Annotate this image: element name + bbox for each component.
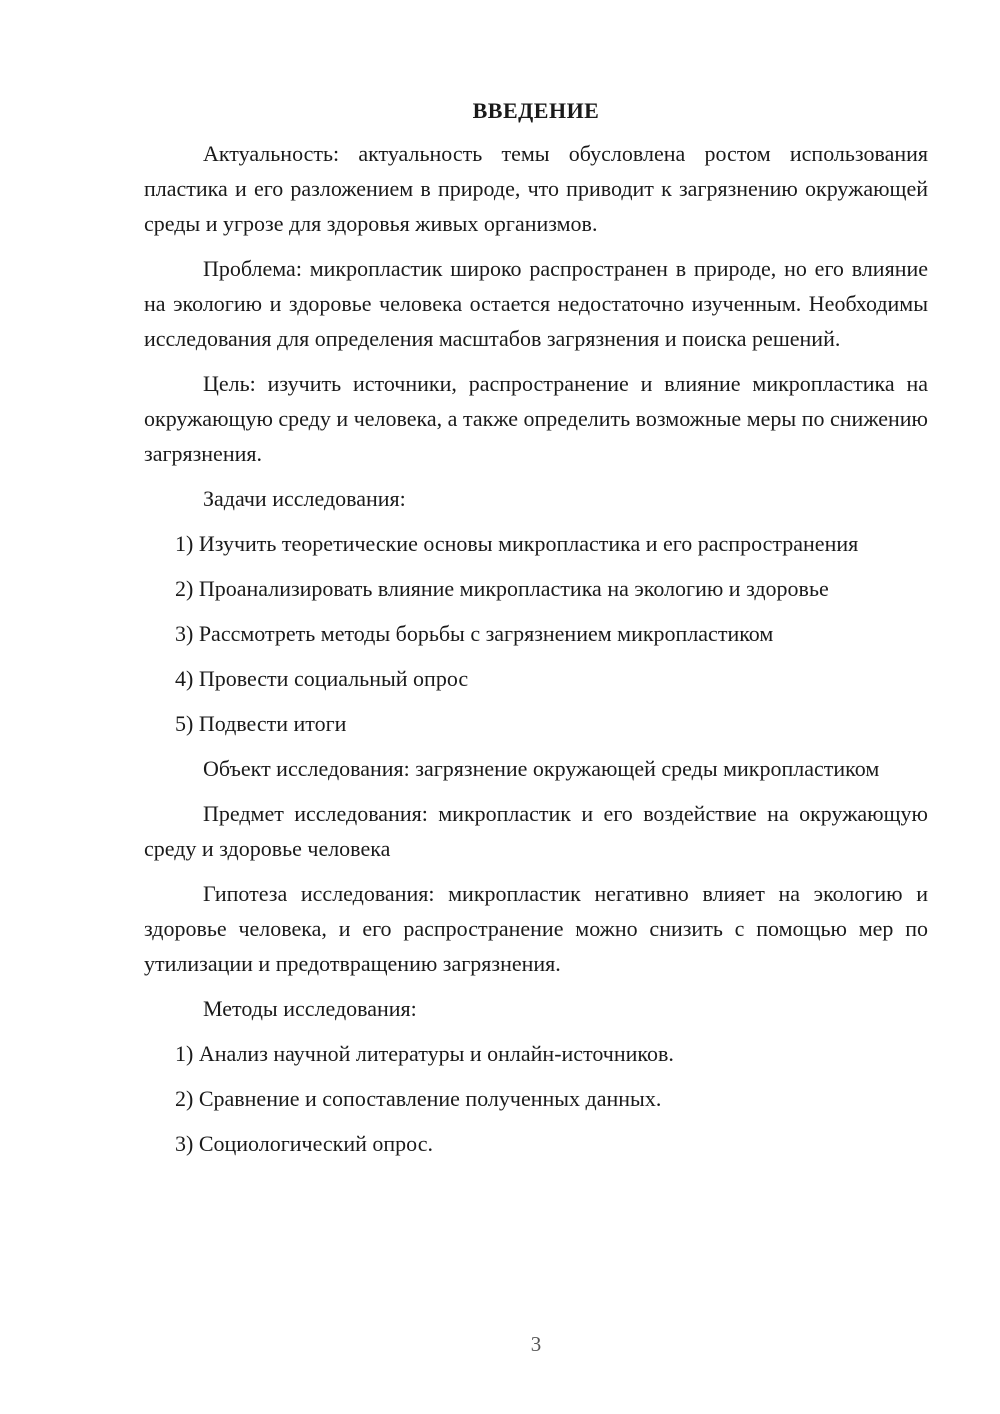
problem-paragraph: Проблема: микропластик широко распространен в природе, но его влияние на экологию и здоровье человека остается недостаточно изученным. Необходимы исследования для определения масштабов загрязнения и поиска решений. bbox=[144, 256, 928, 351]
relevance-paragraph: Актуальность: актуальность темы обусловлена ростом использования пластика и его разложением в природе, что приводит к загрязнению окружающей среды и угрозе для здоровья живых организмов. bbox=[144, 141, 928, 236]
page-number: 3 bbox=[530, 1332, 542, 1356]
task-item-4: 4) Провести социальный опрос bbox=[175, 666, 469, 691]
document-page bbox=[144, 94, 928, 1171]
object-paragraph: Объект исследования: загрязнение окружающей среды микропластиком bbox=[203, 756, 880, 781]
task-item-1: 1) Изучить теоретические основы микропластика и его распространения bbox=[175, 531, 859, 556]
goal-paragraph: Цель: изучить источники, распространение и влияние микропластика на окружающую среду и человека, а также определить возможные меры по снижению загрязнения. bbox=[144, 371, 928, 466]
method-item-1: 1) Анализ научной литературы и онлайн-источников. bbox=[175, 1041, 674, 1066]
method-item-3: 3) Социологический опрос. bbox=[175, 1131, 433, 1156]
task-item-5: 5) Подвести итоги bbox=[175, 711, 347, 736]
page-title: ВВЕДЕНИЕ bbox=[472, 98, 600, 123]
hypothesis-paragraph: Гипотеза исследования: микропластик негативно влияет на экологию и здоровье человека, и его распространение можно снизить с помощью мер по утилизации и предотвращению загрязнения. bbox=[144, 881, 928, 976]
task-item-2: 2) Проанализировать влияние микропластика на экологию и здоровье bbox=[175, 576, 829, 601]
method-item-2: 2) Сравнение и сопоставление полученных данных. bbox=[175, 1086, 662, 1111]
tasks-heading: Задачи исследования: bbox=[203, 486, 406, 511]
task-item-3: 3) Рассмотреть методы борьбы с загрязнением микропластиком bbox=[175, 621, 774, 646]
subject-paragraph: Предмет исследования: микропластик и его воздействие на окружающую среду и здоровье человека bbox=[144, 801, 928, 861]
methods-heading: Методы исследования: bbox=[203, 996, 417, 1021]
